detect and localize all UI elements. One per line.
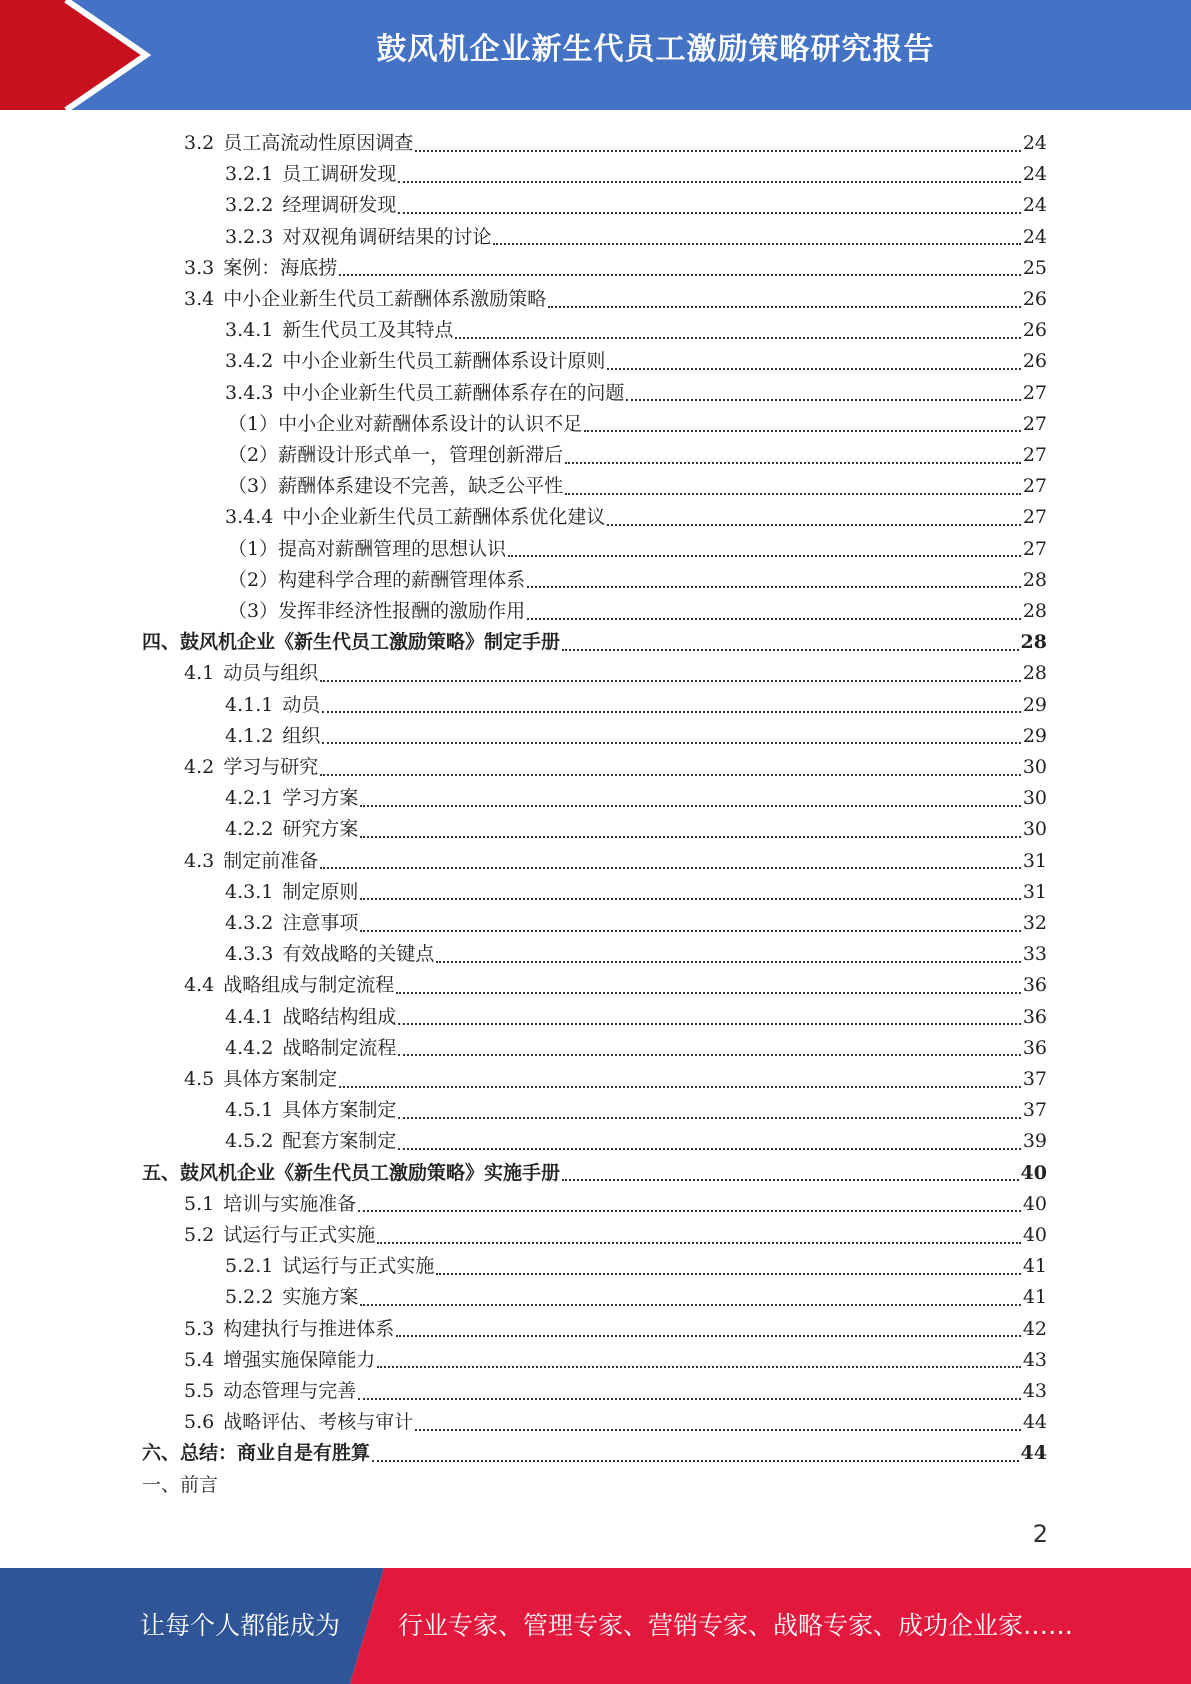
toc-entry-number: 4.3.2 (225, 912, 274, 934)
toc-dot-leader (508, 555, 1021, 557)
toc-entry[interactable] (184, 1189, 1047, 1220)
toc-entry-title: 实施方案 (282, 1286, 359, 1309)
toc-entry-page: 24 (1022, 163, 1047, 186)
toc-dot-leader (436, 1273, 1020, 1275)
toc-entry-page: 28 (1022, 662, 1047, 685)
toc-entry-number: 5.2 (184, 1224, 215, 1246)
toc-entry-title: 增强实施保障能力 (223, 1348, 376, 1371)
toc-entry[interactable] (184, 970, 1047, 1001)
toc-entry-title: 员工调研发现 (282, 163, 397, 186)
toc-dot-leader (415, 150, 1021, 152)
page-footer (0, 1568, 1191, 1684)
toc-entry-page: 37 (1022, 1068, 1047, 1090)
toc-entry-page: 40 (1020, 1161, 1047, 1184)
toc-entry-title: 四、鼓风机企业《新生代员工激励策略》制定手册 (142, 631, 561, 654)
toc-entry-title: 试运行与正式实施 (223, 1224, 376, 1246)
toc-entry[interactable] (228, 440, 1047, 471)
toc-entry-title: 组织 (282, 724, 321, 747)
toc-entry-title: 研究方案 (282, 818, 359, 841)
toc-dot-leader (396, 1335, 1021, 1337)
toc-entry-page: 44 (1022, 1411, 1047, 1434)
toc-entry[interactable] (142, 627, 1047, 658)
toc-entry[interactable] (225, 783, 1047, 814)
toc-entry-page: 32 (1022, 912, 1047, 934)
toc-entry[interactable] (184, 658, 1047, 689)
toc-entry-title: 制定前准备 (223, 849, 319, 872)
toc-entry-title: （1）提高对薪酬管理的思想认识 (228, 537, 507, 560)
toc-entry[interactable] (225, 315, 1047, 346)
toc-entry-page: 27 (1022, 475, 1047, 498)
toc-entry-title: 具体方案制定 (282, 1099, 397, 1122)
toc-dot-leader (626, 399, 1020, 401)
header-chevron-icon (0, 0, 160, 110)
toc-dot-leader (358, 1210, 1021, 1212)
toc-entry[interactable] (142, 1438, 1047, 1469)
toc-entry-page: 29 (1022, 724, 1047, 747)
toc-entry-number: 4.4.2 (225, 1036, 274, 1059)
toc-entry-page: 36 (1022, 1036, 1047, 1059)
toc-entry-title: （1）中小企业对薪酬体系设计的认识不足 (228, 412, 583, 435)
toc-entry-page: 44 (1020, 1442, 1047, 1465)
toc-entry-title: （3）薪酬体系建设不完善，缺乏公平性 (228, 475, 564, 498)
toc-entry-page: 29 (1022, 693, 1047, 716)
toc-dot-leader (396, 992, 1021, 994)
toc-entry[interactable] (184, 253, 1047, 284)
toc-entry-title: （2）薪酬设计形式单一，管理创新滞后 (228, 444, 564, 466)
toc-entry-page: 39 (1022, 1130, 1047, 1153)
toc-entry-number: 4.2.1 (225, 787, 274, 810)
toc-entry[interactable] (184, 284, 1047, 315)
toc-dot-leader (584, 430, 1021, 432)
toc-entry[interactable] (225, 721, 1047, 752)
toc-entry-page: 43 (1022, 1380, 1047, 1402)
toc-entry[interactable] (225, 190, 1047, 221)
toc-entry[interactable] (184, 128, 1047, 159)
toc-entry[interactable] (225, 1033, 1047, 1064)
toc-entry-page: 25 (1022, 256, 1047, 279)
toc-entry-page: 27 (1022, 381, 1047, 404)
toc-dot-leader (398, 1023, 1020, 1025)
toc-dot-leader (322, 711, 1020, 713)
toc-entry[interactable] (184, 1376, 1047, 1407)
toc-dot-leader (493, 243, 1020, 245)
toc-dot-leader (398, 1117, 1020, 1119)
toc-entry-number: 4.4 (184, 974, 215, 997)
toc-entry[interactable] (228, 596, 1047, 627)
toc-entry[interactable] (228, 471, 1047, 502)
toc-dot-leader (339, 274, 1021, 276)
toc-dot-leader (436, 961, 1020, 963)
toc-entry[interactable] (184, 1345, 1047, 1376)
toc-entry-page: 36 (1022, 974, 1047, 997)
toc-entry-page: 42 (1022, 1317, 1047, 1340)
toc-entry-title: 员工高流动性原因调查 (223, 132, 414, 154)
toc-entry-title: 中小企业新生代员工薪酬体系设计原则 (282, 350, 606, 373)
toc-entry[interactable] (184, 1407, 1047, 1438)
toc-dot-leader (607, 368, 1020, 370)
toc-entry-page: 24 (1022, 132, 1047, 154)
toc-entry-title: 战略组成与制定流程 (223, 974, 395, 997)
toc-entry-page: 36 (1022, 1005, 1047, 1028)
toc-entry-page: 30 (1022, 818, 1047, 841)
toc-entry-number: 5.6 (184, 1411, 215, 1434)
toc-entry-title: 战略制定流程 (282, 1036, 397, 1059)
toc-dot-leader (398, 1054, 1020, 1056)
toc-entry[interactable] (225, 378, 1047, 409)
toc-dot-leader (455, 337, 1020, 339)
toc-entry-page: 30 (1022, 787, 1047, 810)
toc-dot-leader (562, 1179, 1019, 1181)
footer-slogan-right: 行业专家、管理专家、营销专家、战略专家、成功企业家…… (398, 1611, 1074, 1640)
toc-entry-number: 4.1.1 (225, 693, 274, 716)
toc-entry-title: 动员与组织 (223, 662, 319, 685)
toc-entry-number: 4.3 (184, 849, 215, 872)
toc-entry-page: 28 (1022, 568, 1047, 591)
toc-entry-number: 3.4.1 (225, 319, 274, 342)
toc-entry-number: 3.3 (184, 256, 215, 279)
toc-dot-leader (360, 805, 1020, 807)
toc-entry[interactable] (225, 159, 1047, 190)
toc-entry[interactable] (228, 534, 1047, 565)
toc-entry[interactable] (225, 1095, 1047, 1126)
toc-entry-title: 具体方案制定 (223, 1068, 338, 1090)
page-header (0, 0, 1191, 110)
toc-entry-title: 经理调研发现 (282, 194, 397, 217)
toc-entry-title: 中小企业新生代员工薪酬体系激励策略 (223, 288, 547, 310)
toc-entry-title: 构建执行与推进体系 (223, 1317, 395, 1340)
toc-dot-leader (320, 680, 1021, 682)
toc-entry-page: 33 (1022, 943, 1047, 966)
toc-dot-leader (360, 1304, 1020, 1306)
toc-entry[interactable] (225, 1002, 1047, 1033)
toc-dot-leader (527, 586, 1021, 588)
toc-entry-number: 3.4.4 (225, 506, 274, 529)
toc-entry-title: 注意事项 (282, 912, 359, 934)
toc-entry[interactable] (225, 814, 1047, 845)
toc-dot-leader (372, 1460, 1019, 1462)
toc-entry-page: 26 (1022, 288, 1047, 310)
toc-entry[interactable] (225, 908, 1047, 939)
toc-entry-title: 中小企业新生代员工薪酬体系优化建议 (282, 506, 606, 529)
toc-dot-leader (415, 1429, 1021, 1431)
toc-entry-number: 3.2.2 (225, 194, 274, 217)
toc-entry-title: 培训与实施准备 (223, 1192, 357, 1215)
toc-entry-number: 4.5.2 (225, 1130, 274, 1153)
toc-entry-number: 4.1.2 (225, 724, 274, 747)
toc-dot-leader (527, 618, 1021, 620)
toc-entry-page: 27 (1022, 537, 1047, 560)
toc-entry[interactable] (225, 502, 1047, 533)
toc-entry-title: 学习与研究 (223, 756, 319, 778)
toc-dot-leader (320, 867, 1021, 869)
toc-entry[interactable] (225, 1251, 1047, 1282)
toc-entry-number: 5.3 (184, 1317, 215, 1340)
toc-entry-page: 26 (1022, 319, 1047, 342)
toc-entry[interactable] (228, 409, 1047, 440)
toc-entry-page: 26 (1022, 350, 1047, 373)
toc-entry[interactable] (225, 1126, 1047, 1157)
page-number: 2 (1032, 1520, 1048, 1548)
toc-entry[interactable] (142, 1158, 1047, 1189)
toc-entry-title: 案例：海底捞 (223, 256, 338, 279)
toc-entry-number: 4.4.1 (225, 1005, 274, 1028)
toc-entry[interactable] (225, 877, 1047, 908)
toc-entry-number: 3.4.2 (225, 350, 274, 373)
toc-entry-title: 试运行与正式实施 (282, 1255, 435, 1278)
toc-dot-leader (398, 212, 1020, 214)
toc-entry-title: 六、总结：商业自是有胜算 (142, 1442, 371, 1465)
section-heading-preface: 一、前言 (142, 1474, 219, 1496)
toc-entry-page: 41 (1022, 1255, 1047, 1278)
toc-entry[interactable] (225, 346, 1047, 377)
toc-entry-page: 41 (1022, 1286, 1047, 1309)
toc-dot-leader (339, 1086, 1021, 1088)
toc-entry-number: 4.1 (184, 662, 215, 685)
toc-dot-leader (377, 1366, 1021, 1368)
toc-entry-page: 40 (1022, 1192, 1047, 1215)
toc-entry-page: 28 (1020, 631, 1047, 654)
toc-entry-page: 37 (1022, 1099, 1047, 1122)
header-title: 鼓风机企业新生代员工激励策略研究报告 (376, 32, 935, 67)
toc-entry-number: 4.5 (184, 1068, 215, 1090)
toc-entry-title: 战略结构组成 (282, 1005, 397, 1028)
toc-entry[interactable] (184, 752, 1047, 783)
toc-dot-leader (607, 524, 1020, 526)
toc-entry-page: 43 (1022, 1348, 1047, 1371)
toc-entry-title: 中小企业新生代员工薪酬体系存在的问题 (282, 381, 625, 404)
toc-entry-number: 5.4 (184, 1348, 215, 1371)
toc-entry-title: （2）构建科学合理的薪酬管理体系 (228, 568, 526, 591)
toc-dot-leader (358, 1398, 1021, 1400)
toc-entry[interactable] (228, 565, 1047, 596)
toc-entry-number: 4.3.1 (225, 880, 274, 903)
toc-entry-title: 配套方案制定 (282, 1130, 397, 1153)
toc-entry-page: 28 (1022, 600, 1047, 622)
toc-entry-page: 27 (1022, 412, 1047, 435)
toc-entry-number: 4.5.1 (225, 1099, 274, 1122)
toc-dot-leader (360, 930, 1020, 932)
toc-dot-leader (565, 462, 1021, 464)
toc-entry[interactable] (184, 846, 1047, 877)
toc-entry-title: 新生代员工及其特点 (282, 319, 454, 342)
toc-entry-page: 31 (1022, 849, 1047, 872)
toc-entry-page: 40 (1022, 1224, 1047, 1246)
toc-entry-number: 4.2 (184, 756, 215, 778)
toc-dot-leader (320, 774, 1021, 776)
toc-dot-leader (398, 1148, 1020, 1150)
toc-entry-title: 学习方案 (282, 787, 359, 810)
toc-entry-title: （3）发挥非经济性报酬的激励作用 (228, 600, 526, 622)
toc-entry-number: 5.1 (184, 1192, 215, 1215)
toc-entry[interactable] (184, 1314, 1047, 1345)
toc-entry-title: 动态管理与完善 (223, 1380, 357, 1402)
toc-entry-page: 30 (1022, 756, 1047, 778)
toc-dot-leader (548, 306, 1021, 308)
toc-entry-page: 27 (1022, 506, 1047, 529)
toc-entry-number: 4.2.2 (225, 818, 274, 841)
toc-entry-page: 24 (1022, 225, 1047, 248)
toc-dot-leader (565, 493, 1021, 495)
toc-entry-page: 27 (1022, 444, 1047, 466)
toc-entry[interactable] (184, 1220, 1047, 1251)
toc-entry[interactable] (225, 690, 1047, 721)
toc-entry-number: 4.3.3 (225, 943, 274, 966)
toc-dot-leader (562, 649, 1019, 651)
toc-entry-number: 5.2.2 (225, 1286, 274, 1309)
toc-dot-leader (360, 898, 1020, 900)
toc-dot-leader (398, 181, 1020, 183)
toc-entry-title: 五、鼓风机企业《新生代员工激励策略》实施手册 (142, 1161, 561, 1184)
toc-entry[interactable] (225, 222, 1047, 253)
toc-entry-number: 3.2 (184, 132, 215, 154)
toc-entry-page: 24 (1022, 194, 1047, 217)
footer-slogan-left: 让每个人都能成为 (140, 1611, 341, 1640)
toc-entry[interactable] (225, 939, 1047, 970)
toc-entry-page: 31 (1022, 880, 1047, 903)
toc-dot-leader (360, 836, 1020, 838)
toc-dot-leader (377, 1242, 1021, 1244)
toc-entry-number: 5.5 (184, 1380, 215, 1402)
toc-entry-number: 3.2.1 (225, 163, 274, 186)
toc-entry-title: 有效战略的关键点 (282, 943, 435, 966)
toc-entry[interactable] (225, 1282, 1047, 1313)
toc-dot-leader (322, 742, 1020, 744)
toc-entry-number: 3.4.3 (225, 381, 274, 404)
toc-entry-title: 制定原则 (282, 880, 359, 903)
toc-entry-number: 5.2.1 (225, 1255, 274, 1278)
toc-entry-title: 战略评估、考核与审计 (223, 1411, 414, 1434)
toc-entry-title: 动员 (282, 693, 321, 716)
toc-entry-number: 3.4 (184, 288, 215, 310)
toc-entry[interactable] (184, 1064, 1047, 1095)
toc-entry-number: 3.2.3 (225, 225, 274, 248)
toc-entry-title: 对双视角调研结果的讨论 (282, 225, 492, 248)
